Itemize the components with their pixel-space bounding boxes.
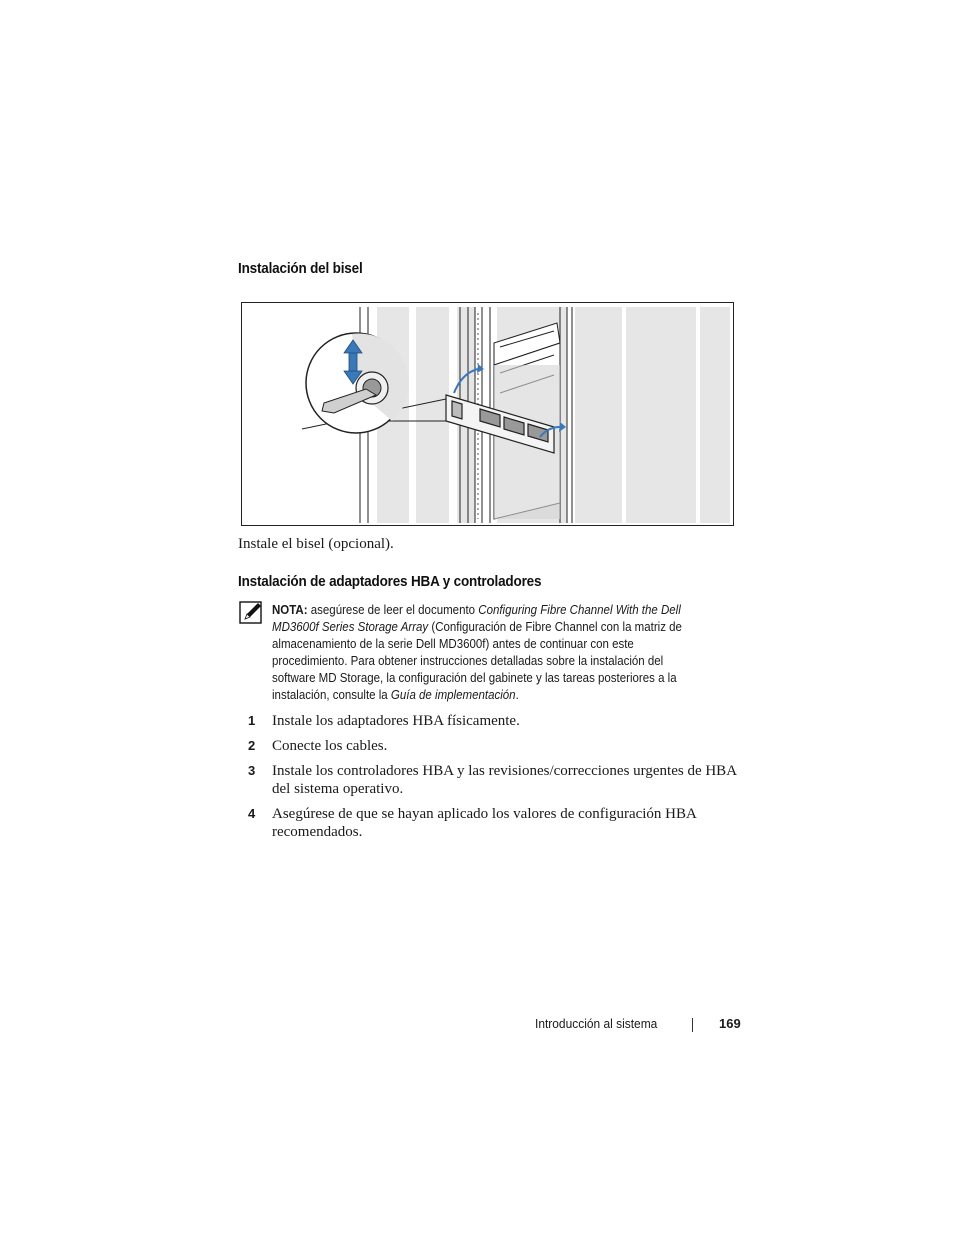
note-text-1: asegúrese de leer el documento: [307, 603, 479, 617]
note-doc-title: Configuring Fibre Channel With the Dell MD3600f Series Storage Array: [272, 603, 681, 634]
list-item: [238, 712, 738, 732]
step-number: 4: [248, 806, 256, 821]
figure-caption: Instale el bisel (opcional).: [238, 536, 394, 552]
step-text: Instale los adaptadores HBA físicamente.: [272, 713, 520, 729]
note-label: NOTA:: [272, 603, 308, 617]
list-item: [238, 805, 738, 843]
section-heading-hba: Instalación de adaptadores HBA y controladores: [238, 573, 542, 590]
rack-bezel-drawing: [242, 303, 734, 526]
page-number: 169: [719, 1016, 741, 1031]
step-text: Asegúrese de que se hayan aplicado los valores de configuración HBA recomendados.: [272, 806, 697, 840]
step-number: 2: [248, 738, 256, 753]
section-heading-bezel: Instalación del bisel: [238, 260, 363, 277]
step-number: 3: [248, 763, 256, 778]
step-text: Instale los controladores HBA y las revisiones/correcciones urgentes de HBA del sistema operativo.: [272, 763, 737, 797]
list-item: [238, 762, 738, 800]
footer-divider: [692, 1018, 693, 1032]
pencil-note-icon: [239, 600, 263, 624]
bezel-installation-illustration: [241, 302, 734, 526]
step-number: 1: [248, 713, 256, 728]
step-text: Conecte los cables.: [272, 738, 388, 754]
footer-section-title: Introducción al sistema: [535, 1016, 658, 1031]
note-guide-title: Guía de implementación: [390, 688, 516, 702]
note-text-2: (Configuración de Fibre Channel con la matriz de almacenamiento de la serie Dell MD3600f) antes de continuar con este procedimiento. Para obtener instrucciones detalladas sobre la instalación del software MD Storage, la configuración del gabinete y las tareas posteriores a la instalación, consulte la: [272, 620, 682, 702]
note-paragraph: [272, 602, 695, 704]
note-text-3: .: [515, 688, 519, 702]
list-item: [238, 737, 738, 757]
